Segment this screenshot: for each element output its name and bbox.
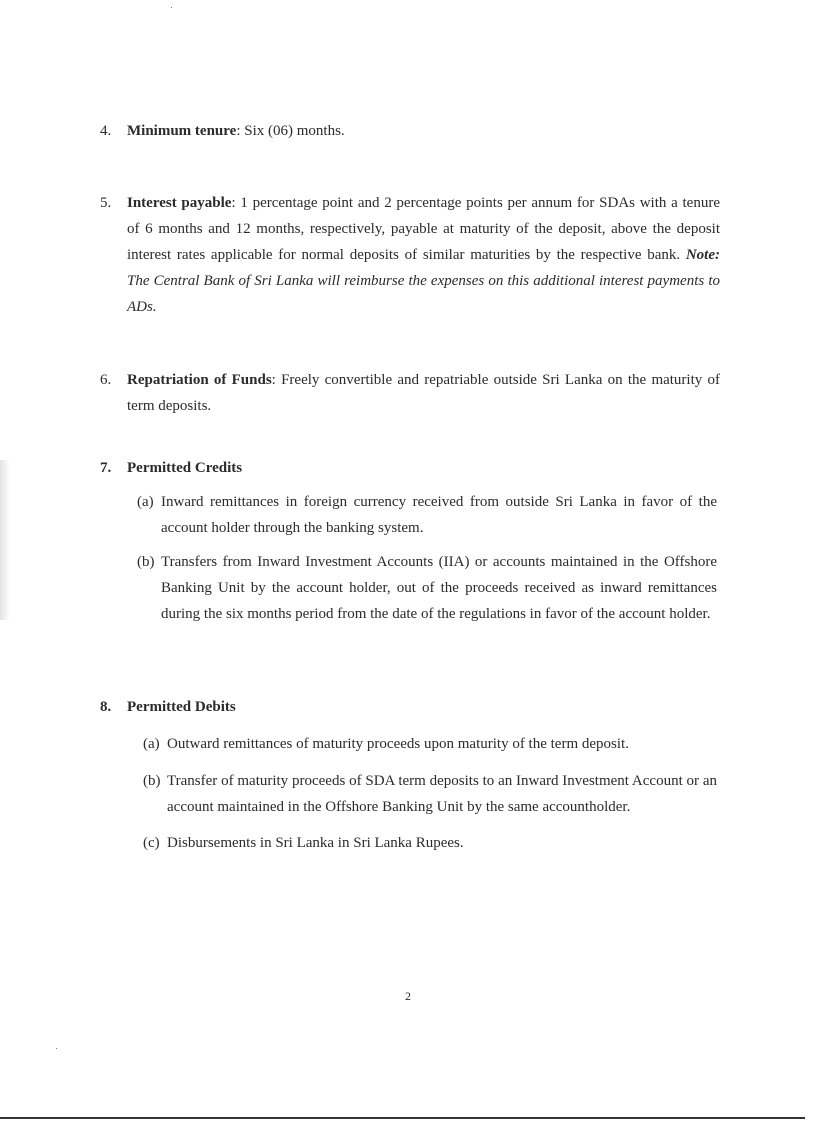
debit-subitem-b (143, 768, 717, 820)
scan-speck (171, 7, 172, 8)
scan-bottom-edge (0, 1117, 805, 1119)
subitem-text: Outward remittances of maturity proceeds upon maturity of the term deposit. (167, 736, 629, 752)
subitem-text: Disbursements in Sri Lanka in Sri Lanka Rupees. (167, 835, 464, 851)
debit-subitem-a (143, 731, 717, 757)
clause-number: 7. (100, 460, 112, 476)
credit-subitem-b (137, 549, 717, 627)
subitem-text: Transfer of maturity proceeds of SDA term deposits to an Inward Investment Account or an account maintained in the Offshore Banking Unit by the same accountholder. (167, 773, 717, 815)
clause-6-repatriation (100, 367, 720, 419)
clause-number: 6. (100, 372, 112, 388)
clause-text: : Six (06) months. (236, 123, 345, 139)
subitem-number: (c) (143, 835, 160, 851)
clause-heading: Minimum tenure (127, 123, 237, 139)
clause-number: 4. (100, 123, 112, 139)
note-text: The Central Bank of Sri Lanka will reimburse the expenses on this additional interest payments to ADs. (127, 273, 720, 315)
clause-4-minimum-tenure (100, 118, 720, 144)
debit-subitem-c (143, 830, 717, 856)
clause-5-interest-payable (100, 190, 720, 320)
subitem-number: (b) (137, 554, 155, 570)
subitem-number: (a) (137, 494, 154, 510)
clause-7-permitted-credits (100, 455, 720, 481)
scan-edge-shadow (0, 460, 10, 620)
subitem-number: (a) (143, 736, 160, 752)
subitem-number: (b) (143, 773, 161, 789)
clause-heading: Permitted Credits (127, 460, 243, 476)
subitem-text: Transfers from Inward Investment Accounts (IIA) or accounts maintained in the Offshore Banking Unit by the account holder, out of the proceeds received as inward remittances during the six months period from the date of the regulations in favor of the account holder. (161, 554, 717, 622)
clause-text: : 1 percentage point and 2 percentage points per annum for SDAs with a tenure of 6 months and 12 months, respectively, payable at maturity of the deposit, above the deposit interest rates applicable for normal deposits of similar maturities by the respective bank. (127, 195, 720, 263)
clause-heading: Repatriation of Funds (127, 372, 272, 388)
clause-number: 5. (100, 195, 112, 211)
clause-8-permitted-debits (100, 694, 720, 720)
credit-subitem-a (137, 489, 717, 541)
clause-text: : Freely convertible and repatriable outside Sri Lanka on the maturity of term deposits. (127, 372, 720, 414)
scan-speck (56, 1048, 57, 1049)
clause-heading: Interest payable (127, 195, 232, 211)
page-number: 2 (405, 989, 411, 1003)
note-label: Note: (685, 247, 720, 263)
subitem-text: Inward remittances in foreign currency received from outside Sri Lanka in favor of the account holder through the banking system. (161, 494, 717, 536)
clause-number: 8. (100, 699, 112, 715)
clause-heading: Permitted Debits (127, 699, 236, 715)
